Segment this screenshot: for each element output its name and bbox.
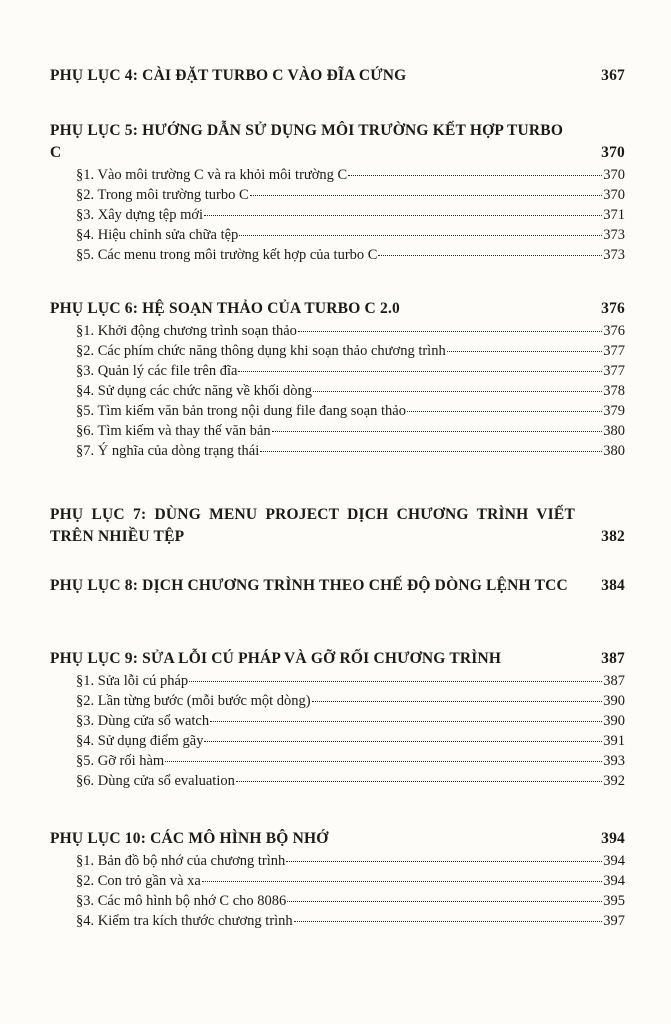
section-heading: PHỤ LỤC 6: HỆ SOẠN THẢO CỦA TURBO C 2.0 [50,300,400,317]
entry-title: §1. Bản đồ bộ nhớ của chương trình [76,853,286,869]
toc-section-appendix-7 [50,504,625,548]
entry-title: §4. Sử dụng điểm gãy [76,733,204,749]
entry-title: §6. Dùng cửa sổ evaluation [76,773,235,789]
section-heading-row [50,298,625,320]
section-page-number: 384 [601,577,625,594]
section-heading: PHỤ LỤC 5: HƯỚNG DẪN SỬ DỤNG MÔI TRƯỜNG KẾT HỢP TURBO C [50,122,564,161]
section-page-number: 370 [601,144,625,161]
dot-leader [378,255,602,256]
entry-title: §2. Con trỏ gần và xa [76,873,201,889]
entry-page-number: 377 [603,363,625,379]
section-heading-row [50,65,625,87]
toc-entry [50,341,625,361]
dot-leader [238,371,602,372]
entry-title: §3. Xây dựng tệp mới [76,207,204,223]
entry-page-number: 378 [603,383,625,399]
section-heading-row [50,575,625,597]
section-page-number: 382 [601,528,625,545]
toc-entry [50,671,625,691]
dot-leader [189,681,602,682]
toc-section-appendix-6 [50,298,625,461]
entry-page-number: 373 [603,227,625,243]
toc-entry [50,711,625,731]
dot-leader [348,175,602,176]
entry-title: §3. Dùng cửa sổ watch [76,713,210,729]
toc-section-appendix-5 [50,120,625,265]
entry-title: §3. Quản lý các file trên đĩa [76,363,238,379]
entry-title: §4. Kiểm tra kích thước chương trình [76,913,293,929]
toc-entry [50,441,625,461]
entry-title: §3. Các mô hình bộ nhớ C cho 8086 [76,893,287,909]
entry-page-number: 395 [603,893,625,909]
entry-page-number: 380 [603,443,625,459]
toc-entry [50,381,625,401]
entry-title: §7. Ý nghĩa của dòng trạng thái [76,443,260,459]
entry-page-number: 371 [603,207,625,223]
dot-leader [313,391,602,392]
section-entries [50,851,625,931]
toc-entry [50,771,625,791]
toc-section-appendix-9 [50,648,625,791]
section-page-number: 376 [601,300,625,317]
entry-page-number: 379 [603,403,625,419]
toc-entry [50,185,625,205]
dot-leader [312,701,603,702]
section-entries [50,671,625,791]
section-heading-row [50,828,625,850]
section-heading: PHỤ LỤC 8: DỊCH CHƯƠNG TRÌNH THEO CHẾ ĐỘ DÒNG LỆNH TCC [50,577,568,594]
entry-title: §6. Tìm kiếm và thay thế văn bản [76,423,271,439]
entry-page-number: 377 [603,343,625,359]
dot-leader [260,451,602,452]
section-heading: PHỤ LỤC 9: SỬA LỖI CÚ PHÁP VÀ GỠ RỐI CHƯƠNG TRÌNH [50,650,502,667]
toc-entry [50,165,625,185]
dot-leader [272,431,603,432]
entry-page-number: 376 [603,323,625,339]
toc-section-appendix-10 [50,828,625,931]
dot-leader [447,351,603,352]
dot-leader [298,331,602,332]
toc-section-appendix-8 [50,575,625,597]
toc-entry [50,421,625,441]
entry-title: §4. Hiệu chỉnh sửa chữa tệp [76,227,239,243]
entry-title: §1. Vào môi trường C và ra khỏi môi trường C [76,167,348,183]
section-heading: PHỤ LỤC 10: CÁC MÔ HÌNH BỘ NHỚ [50,830,329,847]
toc-entry [50,205,625,225]
dot-leader [294,921,603,922]
entry-page-number: 387 [603,673,625,689]
section-heading: PHỤ LỤC 4: CÀI ĐẶT TURBO C VÀO ĐĨA CỨNG [50,67,407,84]
toc-entry [50,911,625,931]
section-heading-row [50,504,625,548]
toc-entry [50,225,625,245]
dot-leader [287,901,602,902]
entry-title: §5. Gỡ rối hàm [76,753,165,769]
section-page-number: 367 [601,67,625,84]
toc-entry [50,891,625,911]
entry-title: §4. Sử dụng các chức năng về khối dòng [76,383,312,399]
section-entries [50,321,625,461]
dot-leader [250,195,603,196]
toc-entry [50,731,625,751]
entry-page-number: 380 [603,423,625,439]
section-heading-row [50,120,625,164]
section-page-number: 394 [601,830,625,847]
entry-title: §2. Các phím chức năng thông dụng khi soạn thảo chương trình [76,343,446,359]
dot-leader [407,411,602,412]
entry-title: §2. Lần từng bước (mỗi bước một dòng) [76,693,311,709]
dot-leader [204,215,602,216]
toc-entry [50,691,625,711]
dot-leader [204,741,602,742]
dot-leader [202,881,602,882]
toc-entry [50,751,625,771]
entry-page-number: 394 [603,853,625,869]
dot-leader [239,235,602,236]
entry-title: §2. Trong môi trường turbo C [76,187,249,203]
entry-title: §1. Khởi động chương trình soạn thảo [76,323,297,339]
entry-page-number: 392 [603,773,625,789]
dot-leader [165,761,602,762]
entry-page-number: 393 [603,753,625,769]
section-heading-row [50,648,625,670]
dot-leader [210,721,602,722]
entry-page-number: 390 [603,693,625,709]
entry-page-number: 394 [603,873,625,889]
toc-entry [50,361,625,381]
entry-page-number: 397 [603,913,625,929]
toc-entry [50,851,625,871]
entry-page-number: 370 [603,187,625,203]
dot-leader [286,861,602,862]
entry-title: §1. Sửa lỗi cú pháp [76,673,189,689]
toc-entry [50,245,625,265]
entry-page-number: 370 [603,167,625,183]
section-page-number: 387 [601,650,625,667]
toc-section-appendix-4 [50,65,625,87]
entry-page-number: 373 [603,247,625,263]
toc-entry [50,401,625,421]
toc-entry [50,321,625,341]
entry-title: §5. Các menu trong môi trường kết hợp của turbo C [76,247,378,263]
toc-entry [50,871,625,891]
section-entries [50,165,625,265]
entry-page-number: 391 [603,733,625,749]
section-heading: PHỤ LỤC 7: DÙNG MENU PROJECT DỊCH CHƯƠNG TRÌNH VIẾT TRÊN NHIỀU TỆP [50,506,575,545]
entry-page-number: 390 [603,713,625,729]
entry-title: §5. Tìm kiếm văn bản trong nội dung file đang soạn thảo [76,403,406,419]
dot-leader [236,781,602,782]
